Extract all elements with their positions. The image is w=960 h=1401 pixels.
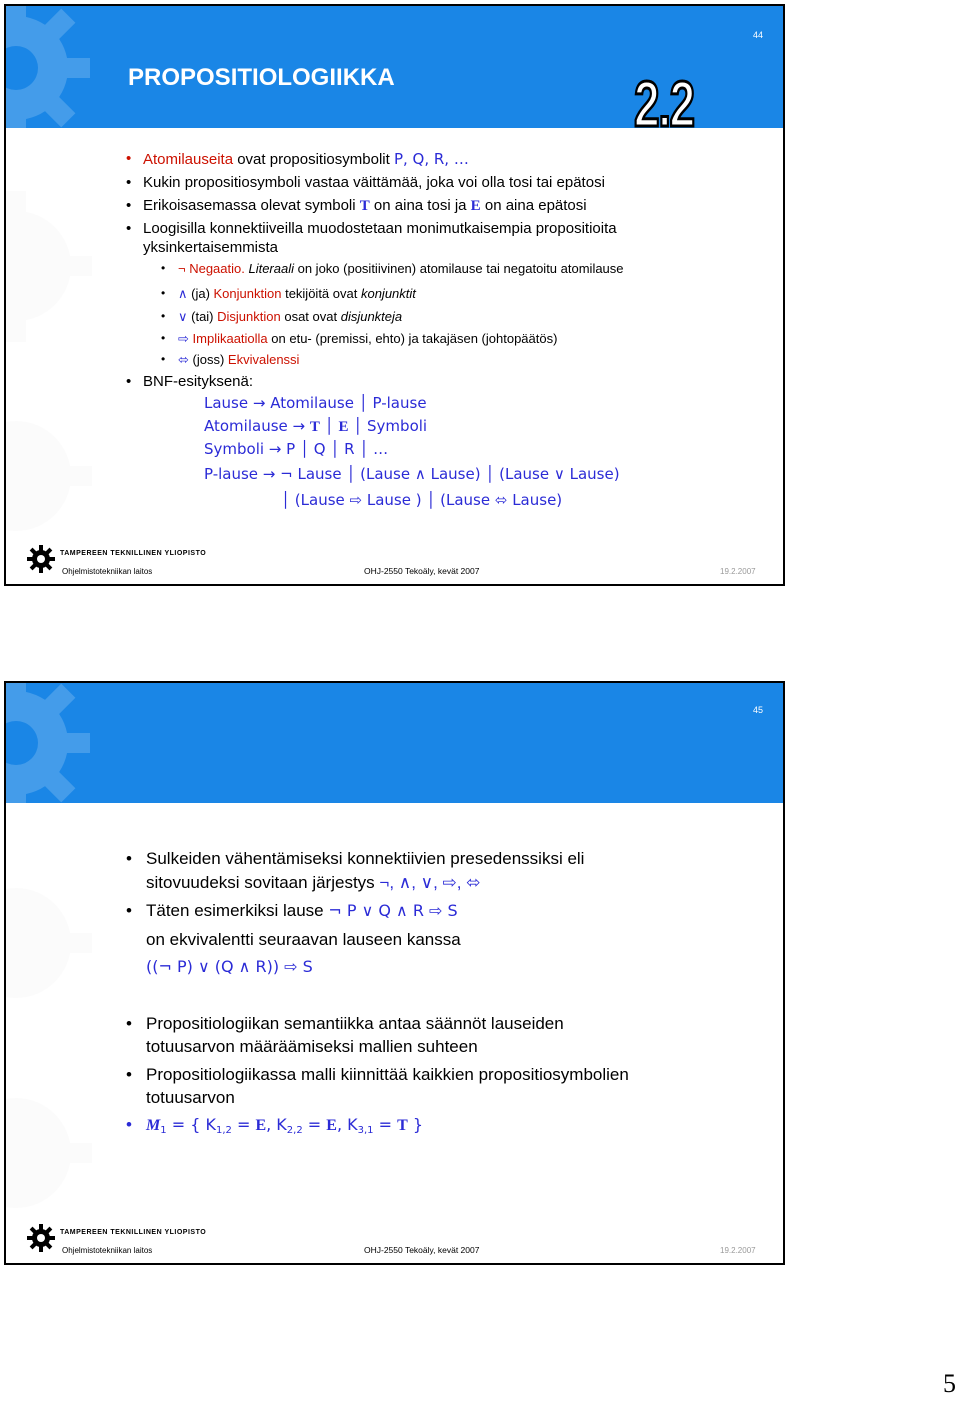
bullet-erikoisasemassa xyxy=(143,197,587,215)
symbol-true: T xyxy=(359,198,370,214)
sub-bullet-ekvivalenssi xyxy=(178,352,299,368)
department: Ohjelmistotekniikan laitos xyxy=(62,1246,153,1255)
term-konjunktit: konjunktit xyxy=(360,286,416,301)
gear-watermark-icon xyxy=(4,823,96,1243)
gear-watermark-icon xyxy=(4,146,96,566)
bullet-dot: • xyxy=(161,286,166,300)
sub-bullet-negaatio xyxy=(178,261,624,276)
bnf-rule-lause: Lause → Atomilause │ P-lause xyxy=(204,394,427,412)
title-bar xyxy=(6,683,783,803)
bullet-sulkeiden-line2 xyxy=(146,873,480,893)
bullet-loogisilla-line2: yksinkertaisemmista xyxy=(143,239,279,256)
bullet-sulkeiden-line1: Sulkeiden vähentämiseksi konnektiivien presedenssiksi eli xyxy=(146,849,585,868)
bullet-text: (ja) xyxy=(187,286,214,301)
sub-bullet-disjunktio xyxy=(178,309,402,325)
slide-date: 19.2.2007 xyxy=(720,1246,756,1255)
slide-45 xyxy=(4,681,785,1265)
implication-arrow-icon: ⇨ xyxy=(178,331,189,346)
bullet-dot: • xyxy=(126,174,132,191)
slide-44 xyxy=(4,4,785,586)
term-konjunktion: Konjunktion xyxy=(213,286,282,301)
slide-number: 45 xyxy=(752,705,763,715)
slide-footer xyxy=(6,1223,783,1263)
bullet-text: Täten esimerkiksi lause xyxy=(146,901,329,920)
university-name: TAMPEREEN TEKNILLINEN YLIOPISTO xyxy=(60,1229,207,1236)
university-logo-icon xyxy=(26,544,56,574)
symbol-false: E xyxy=(338,419,349,435)
bnf-text: │ Symboli xyxy=(348,417,428,435)
model-subscript: 1 xyxy=(160,1125,167,1136)
term-ekvivalenssi: Ekvivalenssi xyxy=(227,352,300,367)
model-text: = { K xyxy=(166,1115,216,1134)
formula-expression: ¬ P ∨ Q ∧ R ⇨ S xyxy=(328,901,458,920)
term-disjunkteja: disjunkteja xyxy=(340,309,403,324)
bullet-dot: • xyxy=(126,150,132,167)
symbol-false: E xyxy=(326,1117,337,1134)
model-symbol: M xyxy=(146,1117,161,1134)
model-text: , K xyxy=(336,1115,358,1134)
bnf-rule-plause: P-lause → ¬ Lause │ (Lause ∧ Lause) │ (Lause ∨ Lause) xyxy=(204,465,620,483)
bullet-dot: • xyxy=(161,261,166,275)
model-text: = xyxy=(302,1115,327,1134)
department: Ohjelmistotekniikan laitos xyxy=(62,567,153,576)
model-text: } xyxy=(407,1115,424,1134)
university-logo-icon xyxy=(26,1223,56,1253)
model-definition xyxy=(146,1115,423,1136)
bnf-rule-plause-cont: │ (Lause ⇨ Lause ) │ (Lause ⬄ Lause) xyxy=(281,491,563,509)
bullet-malli-line2: totuusarvon xyxy=(146,1088,235,1107)
equivalence-arrow-icon: ⬄ xyxy=(178,352,189,367)
or-symbol: ∨ xyxy=(178,309,188,324)
bullet-text: osat ovat xyxy=(280,309,341,324)
model-text: , K xyxy=(266,1115,287,1134)
bnf-rule-symboli: Symboli → P │ Q │ R │ … xyxy=(204,440,389,458)
bnf-text: Atomilause → xyxy=(204,417,310,435)
model-text: = xyxy=(373,1115,398,1134)
bullet-dot: • xyxy=(126,901,132,920)
bullet-loogisilla-line1: Loogisilla konnektiiveilla muodostetaan monimutkaisempia propositioita xyxy=(143,220,617,237)
bullet-dot: • xyxy=(161,331,166,345)
bullet-dot: • xyxy=(126,1014,132,1033)
bullet-dot: • xyxy=(126,373,132,390)
bnf-rule-atomilause xyxy=(204,417,427,436)
bullet-text: on aina epätosi xyxy=(480,197,587,214)
gear-icon xyxy=(4,4,96,148)
bullet-dot: • xyxy=(126,220,132,237)
bullet-malli-line1: Propositiologiikassa malli kiinnittää kaikkien propositiosymbolien xyxy=(146,1065,629,1084)
model-subscript: 2,2 xyxy=(286,1125,303,1136)
term-literaali: Literaali xyxy=(248,261,294,276)
slide-footer xyxy=(6,544,783,584)
bullet-text: on joko (positiivinen) atomilause tai negatoitu atomilause xyxy=(294,261,624,276)
term-negaatio: Negaatio. xyxy=(185,261,249,276)
sub-bullet-konjunktio xyxy=(178,286,416,302)
symbol-true: T xyxy=(397,1117,408,1134)
university-name: TAMPEREEN TEKNILLINEN YLIOPISTO xyxy=(60,550,207,557)
term-implikaatiolla: Implikaatiolla xyxy=(188,331,268,346)
slide-date: 19.2.2007 xyxy=(720,567,756,576)
symbol-false: E xyxy=(470,198,481,214)
slide-number: 44 xyxy=(752,30,763,40)
term-atomilauseita: Atomilauseita xyxy=(143,151,234,168)
bullet-dot: • xyxy=(161,309,166,323)
bullet-dot: • xyxy=(161,352,166,366)
bullet-dot: • xyxy=(126,849,132,868)
model-subscript: 3,1 xyxy=(357,1125,374,1136)
bullet-taten xyxy=(146,901,458,921)
sub-bullet-implikaatio xyxy=(178,331,557,347)
course-name: OHJ-2550 Tekoäly, kevät 2007 xyxy=(364,1245,480,1255)
bullet-text: sitovuudeksi sovitaan järjestys xyxy=(146,873,380,892)
bnf-text: │ xyxy=(319,417,339,435)
symbol-true: T xyxy=(309,419,320,435)
page-number: 5 xyxy=(943,1369,956,1398)
course-name: OHJ-2550 Tekoäly, kevät 2007 xyxy=(364,566,480,576)
symbol-false: E xyxy=(255,1117,267,1134)
bullet-text: Erikoisasemassa olevat symboli xyxy=(143,197,360,214)
bullet-text: on aina tosi ja xyxy=(369,197,471,214)
bnf-label: BNF-esityksenä: xyxy=(143,373,254,390)
bullet-dot: • xyxy=(126,1115,132,1134)
gear-icon xyxy=(4,681,96,823)
bullet-atomilauseita xyxy=(143,150,469,168)
slide-title: PROPOSITIOLOGIIKKA xyxy=(128,64,395,91)
section-mark: 2.2 xyxy=(634,68,694,140)
bullet-dot: • xyxy=(126,1065,132,1084)
bullet-text: (tai) xyxy=(187,309,218,324)
bullet-text: ovat propositiosymbolit xyxy=(233,151,394,168)
bullet-kukin: Kukin propositiosymboli vastaa väittämää, joka voi olla tosi tai epätosi xyxy=(143,174,605,191)
bullet-dot: • xyxy=(126,197,132,214)
model-subscript: 1,2 xyxy=(215,1125,232,1136)
negation-symbol: ¬ xyxy=(178,261,186,276)
bullet-taten-line2: on ekvivalentti seuraavan lauseen kanssa xyxy=(146,930,461,949)
symbol-list: P, Q, R, … xyxy=(393,150,469,168)
formula-parenthesized: ((¬ P) ∨ (Q ∧ R)) ⇨ S xyxy=(146,957,313,976)
bullet-text: (joss) xyxy=(188,352,228,367)
bullet-semantiikka-line2: totuusarvon määräämiseksi mallien suhteen xyxy=(146,1037,478,1056)
term-disjunktion: Disjunktion xyxy=(217,309,281,324)
and-symbol: ∧ xyxy=(178,286,188,301)
bullet-semantiikka-line1: Propositiologiikan semantiikka antaa säännöt lauseiden xyxy=(146,1014,564,1033)
bullet-text: on etu- (premissi, ehto) ja takajäsen (johtopäätös) xyxy=(267,331,558,346)
precedence-symbols: ¬, ∧, ∨, ⇨, ⬄ xyxy=(379,873,481,892)
model-text: = xyxy=(231,1115,256,1134)
bullet-text: tekijöitä ovat xyxy=(281,286,361,301)
